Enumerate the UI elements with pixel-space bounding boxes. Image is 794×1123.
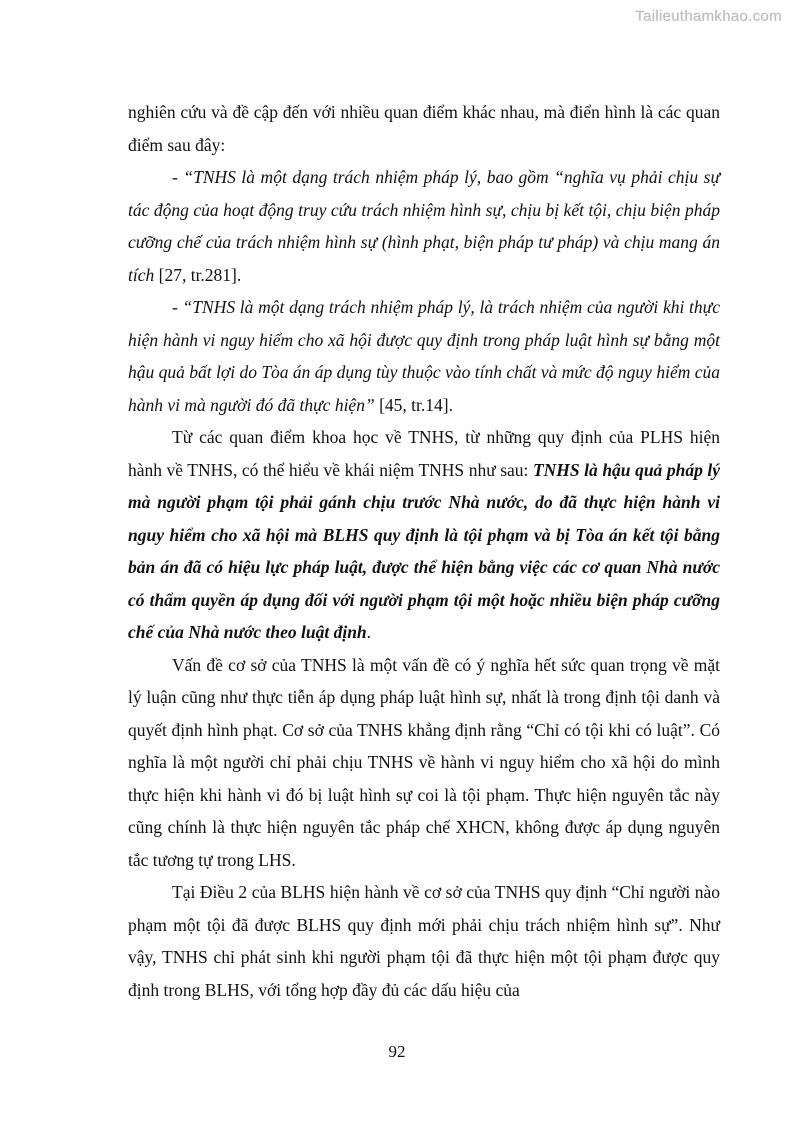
text-run: - “TNHS là một dạng trách nhiệm pháp lý, bao gồm “nghĩa vụ phải chịu sự tác động của hoạt động truy cứu trách nhiệm hình sự, chịu bị kết tội, chịu biện pháp cưỡng chế của trách nhiệm hình sự (hình phạt, biện pháp tư pháp) và chịu mang án tích xyxy=(128,167,720,285)
text-run: TNHS là hậu quả pháp lý mà người phạm tội phải gánh chịu trước Nhà nước, do đã thực hiện hành vi nguy hiểm cho xã hội mà BLHS quy định là tội phạm và bị Tòa án kết tội bằng bản án đã có hiệu lực pháp luật, được thể hiện bằng việc các cơ quan Nhà nước có thẩm quyền áp dụng đối với người phạm tội một hoặc nhiều biện pháp cưỡng chế của Nhà nước theo luật định xyxy=(128,459,720,642)
text-run: Vấn đề cơ sở của TNHS là một vấn đề có ý nghĩa hết sức quan trọng về mặt lý luận cũng như thực tiễn áp dụng pháp luật hình sự, nhất là trong định tội danh và quyết định hình phạt. Cơ sở của TNHS khẳng định rằng “Chỉ có tội khi có luật”. Có nghĩa là một người chỉ phải chịu TNHS về hành vi nguy hiểm cho xã hội do mình thực hiện khi hành vi đó bị luật hình sự coi là tội phạm. Thực hiện nguyên tắc này cũng chính là thực hiện nguyên tắc pháp chế XHCN, không được áp dụng nguyên tắc tương tự trong LHS. xyxy=(128,654,720,870)
page-number: 92 xyxy=(388,1042,406,1061)
text-run: Tại Điều 2 của BLHS hiện hành về cơ sở của TNHS quy định “Chỉ người nào phạm một tội đã được BLHS quy định mới phải chịu trách nhiệm hình sự”. Như vậy, TNHS chỉ phát sinh khi người phạm tội đã thực hiện một tội phạm được quy định trong BLHS, với tổng hợp đầy đủ các dấu hiệu của xyxy=(128,882,720,1000)
text-run: Từ các quan điểm khoa học về TNHS, từ những quy định của PLHS hiện hành về TNHS, có thể hiểu về khái niệm TNHS như sau: xyxy=(128,427,720,480)
paragraph xyxy=(128,96,720,161)
watermark: Tailieuthamkhao.com xyxy=(635,8,782,25)
text-run: nghiên cứu và đề cập đến với nhiều quan điểm khác nhau, mà điển hình là các quan điểm sau đây: xyxy=(128,102,720,155)
document-body xyxy=(128,96,720,1006)
text-run: . xyxy=(366,622,372,642)
paragraph xyxy=(128,161,720,291)
paragraph xyxy=(128,291,720,421)
text-run: [27, tr.281]. xyxy=(158,264,242,285)
text-run: [45, tr.14]. xyxy=(374,394,453,415)
text-run: - “TNHS là một dạng trách nhiệm pháp lý, là trách nhiệm của người khi thực hiện hành vi nguy hiểm cho xã hội được quy định trong pháp luật hình sự bằng một hậu quả bất lợi do Tòa án áp dụng tùy thuộc vào tính chất và mức độ nguy hiểm của hành vi mà người đó đã thực hiện” xyxy=(128,297,720,415)
paragraph xyxy=(128,876,720,1006)
paragraph xyxy=(128,649,720,877)
paragraph xyxy=(128,421,720,649)
